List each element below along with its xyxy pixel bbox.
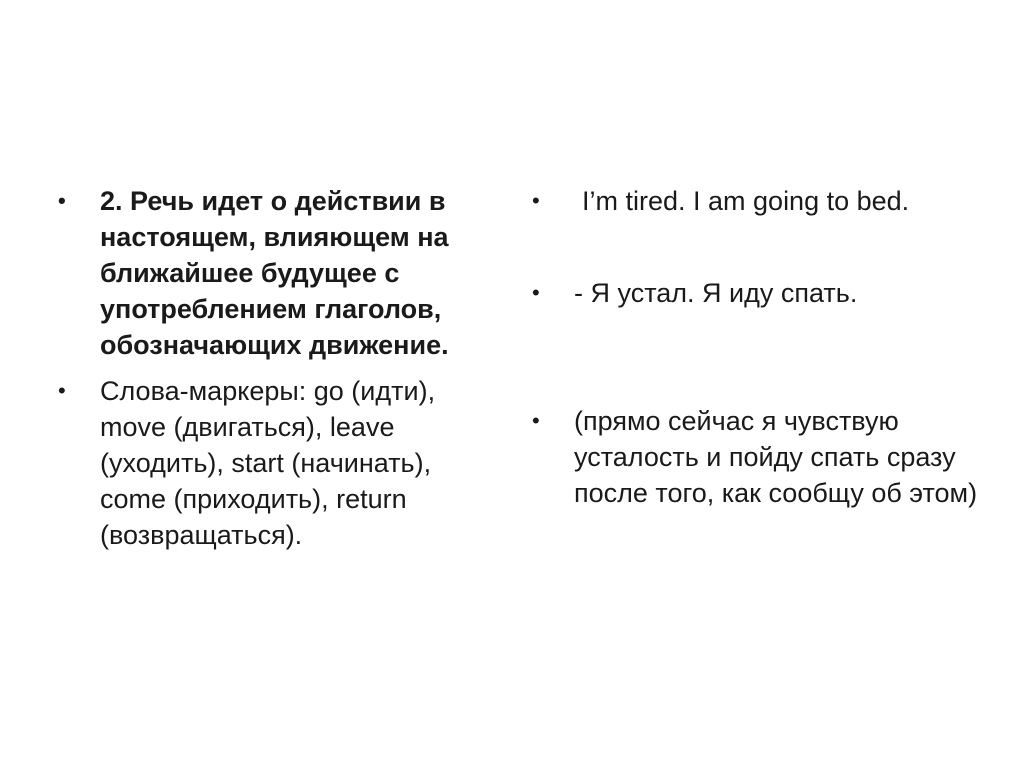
rule-text: 2. Речь идет о действии в настоящем, влияющем на ближайшее будущее с употреблением глаголов, обозначающих движение. <box>100 186 449 360</box>
right-column <box>532 183 992 511</box>
left-bullet-item-rule <box>58 183 498 363</box>
explanation-text: (прямо сейчас я чувствую усталость и пойду спать сразу после того, как сообщу об этом) <box>574 406 978 508</box>
right-bullet-item-example-ru <box>532 275 992 311</box>
bullet-icon: • <box>532 280 540 305</box>
bullet-icon: • <box>532 188 540 213</box>
right-bullet-item-example-en <box>532 183 992 219</box>
bullet-icon: • <box>58 378 66 403</box>
markers-text: Слова-маркеры: go (идти), move (двигаться), leave (уходить), start (начинать), come (приходить), return (возвращаться). <box>100 376 436 550</box>
example-russian-text: - Я устал. Я иду спать. <box>574 278 858 308</box>
left-bullet-item-markers <box>58 373 498 553</box>
example-english-text: I’m tired. I am going to bed. <box>582 186 910 216</box>
bullet-icon: • <box>532 408 540 433</box>
left-column <box>58 183 498 553</box>
bullet-icon: • <box>58 188 66 213</box>
right-bullet-item-explanation <box>532 403 992 511</box>
